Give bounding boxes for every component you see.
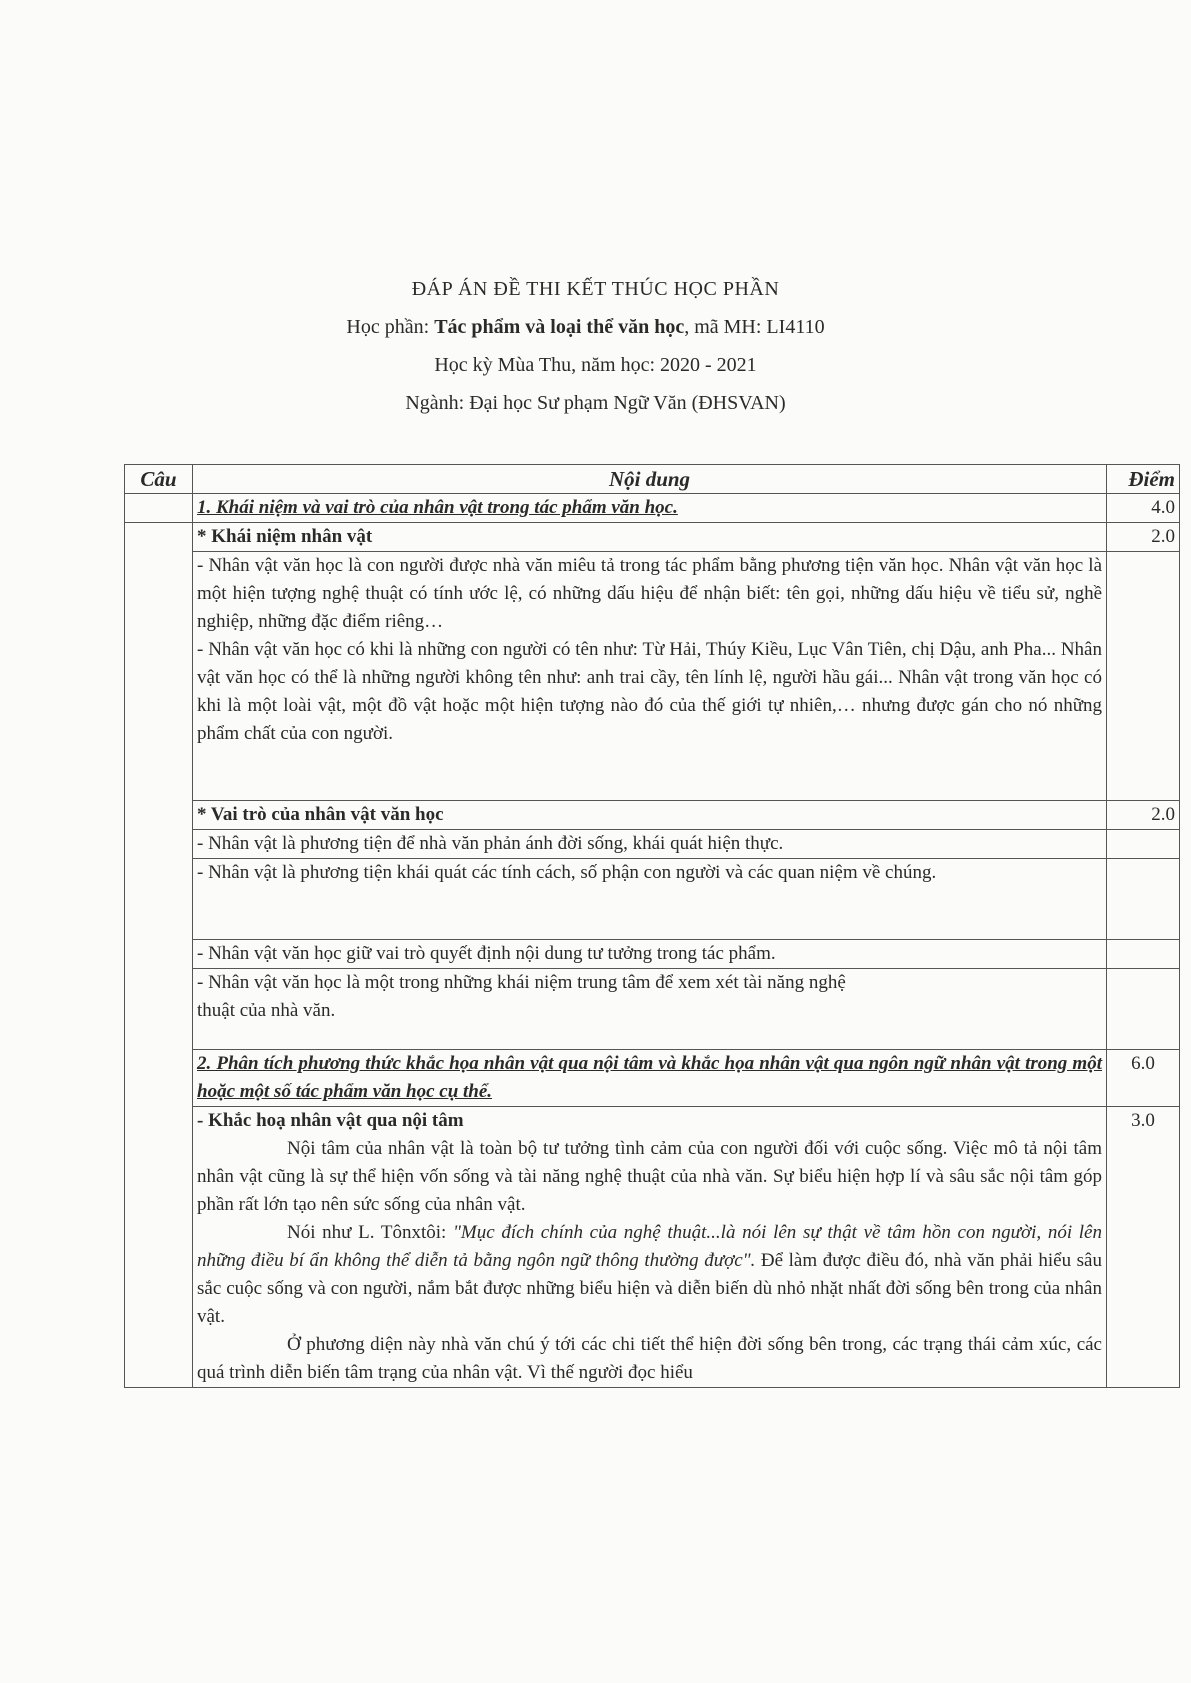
section-1b-item: - Nhân vật văn học giữ vai trò quyết định nội dung tư tưởng trong tác phẩm.	[193, 940, 1107, 969]
cau-cell	[125, 523, 193, 1388]
section-1b-item: - Nhân vật là phương tiện để nhà văn phản ánh đời sống, khái quát hiện thực.	[193, 830, 1107, 859]
major-line: Ngành: Đại học Sư phạm Ngữ Văn (ĐHSVAN)	[405, 392, 786, 414]
table-row	[125, 940, 1180, 969]
section-1b-item-line: thuật của nhà văn.	[197, 1000, 336, 1021]
table-row	[125, 969, 1180, 1050]
table-row	[125, 494, 1180, 523]
paragraph	[197, 1219, 1102, 1331]
col-header-diem: Điểm	[1107, 465, 1180, 494]
score-cell	[1107, 830, 1180, 859]
section-1a-score: 2.0	[1107, 523, 1180, 552]
paragraph: - Nhân vật văn học là con người được nhà văn miêu tả trong tác phẩm bằng phương tiện văn học. Nhân vật văn học là một hiện tượng nghệ thuật có tính ước lệ, có những dấu hiệu để nhận biết: tên gọi, những dấu hiệu về tiểu sử, nghề nghiệp, những đặc điểm riêng…	[197, 555, 1102, 632]
document-header	[0, 270, 1191, 422]
paragraph-text: Nói như L. Tônxtôi:	[287, 1222, 453, 1243]
score-cell	[1107, 940, 1180, 969]
table-row	[125, 801, 1180, 830]
section-1b-item	[193, 969, 1107, 1050]
section-1b-item: - Nhân vật là phương tiện khái quát các tính cách, số phận con người và các quan niệm về chúng.	[193, 859, 1107, 940]
table-row	[125, 552, 1180, 801]
col-header-noidung: Nội dung	[193, 465, 1107, 494]
section-1b-title: * Vai trò của nhân vật văn học	[193, 801, 1107, 830]
score-cell	[1107, 859, 1180, 940]
score-cell	[1107, 969, 1180, 1050]
score-cell	[1107, 552, 1180, 801]
semester-line: Học kỳ Mùa Thu, năm học: 2020 - 2021	[434, 354, 757, 376]
cau-cell	[125, 494, 193, 523]
tolstoy-quote: "Mục đích chính của nghệ thuật...là nói lên sự thật về tâm hồn con người, nói lên những điều bí ẩn không thể diễn tả bằng ngôn ngữ thông thường được".	[197, 1222, 1102, 1271]
document-title: ĐÁP ÁN ĐỀ THI KẾT THÚC HỌC PHẦN	[411, 278, 780, 300]
section-1b-item-line: - Nhân vật văn học là một trong những khái niệm trung tâm để xem xét tài năng nghệ	[197, 972, 846, 993]
paragraph: Ở phương diện này nhà văn chú ý tới các chi tiết thể hiện đời sống bên trong, các trạng thái cảm xúc, các quá trình diễn biến tâm trạng của nhân vật. Vì thế người đọc hiểu	[197, 1334, 1102, 1383]
course-line	[0, 308, 1191, 346]
paragraph-text: Để làm được điều đó, nhà văn phải hiểu sâu sắc cuộc sống và con người, nắm bắt được những biểu hiện và diễn biến dù nhỏ nhặt nhất đời sống bên trong của nhân vật.	[197, 1250, 1102, 1327]
table-row	[125, 830, 1180, 859]
table-header-row	[125, 465, 1180, 494]
section-2a-score: 3.0	[1107, 1107, 1180, 1388]
table-row	[125, 523, 1180, 552]
course-suffix: , mã MH: LI4110	[684, 316, 825, 338]
paragraph: Nội tâm của nhân vật là toàn bộ tư tưởng tình cảm của con người đối với cuộc sống. Việc mô tả nội tâm nhân vật cũng là sự thể hiện vốn sống và tài năng nghệ thuật của nhà văn. Sự biểu hiện hợp lí và sâu sắc nội tâm góp phần rất lớn tạo nên sức sống của nhân vật.	[197, 1138, 1102, 1215]
section-2-title: 2. Phân tích phương thức khắc họa nhân vật qua nội tâm và khắc họa nhân vật qua ngôn ngữ nhân vật trong một hoặc một số tác phẩm văn học cụ thể.	[193, 1050, 1107, 1107]
section-1b-score: 2.0	[1107, 801, 1180, 830]
section-2-score: 6.0	[1107, 1050, 1180, 1107]
section-1-title: 1. Khái niệm và vai trò của nhân vật trong tác phẩm văn học.	[193, 494, 1107, 523]
course-prefix: Học phần:	[346, 316, 435, 338]
section-1a-title: * Khái niệm nhân vật	[193, 523, 1107, 552]
section-1a-content	[193, 552, 1107, 801]
table-row	[125, 1107, 1180, 1388]
col-header-cau: Câu	[125, 465, 193, 494]
table-row	[125, 1050, 1180, 1107]
section-1-score: 4.0	[1107, 494, 1180, 523]
course-name: Tác phẩm và loại thể văn học	[434, 316, 685, 338]
section-2a-title: - Khắc hoạ nhân vật qua nội tâm	[197, 1110, 464, 1131]
paragraph: - Nhân vật văn học có khi là những con người có tên như: Từ Hải, Thúy Kiều, Lục Vân Tiên, chị Dậu, anh Pha... Nhân vật văn học có thể là những người không tên như: anh trai cầy, tên lính lệ, người hầu gái... Nhân vật trong văn học có khi là một loài vật, một đồ vật hoặc một hiện tượng nào đó của thế giới tự nhiên,… nhưng được gán cho nó những phẩm chất của con người.	[197, 639, 1102, 744]
table-row	[125, 859, 1180, 940]
section-2a-content	[193, 1107, 1107, 1388]
answer-table	[124, 464, 1180, 1388]
